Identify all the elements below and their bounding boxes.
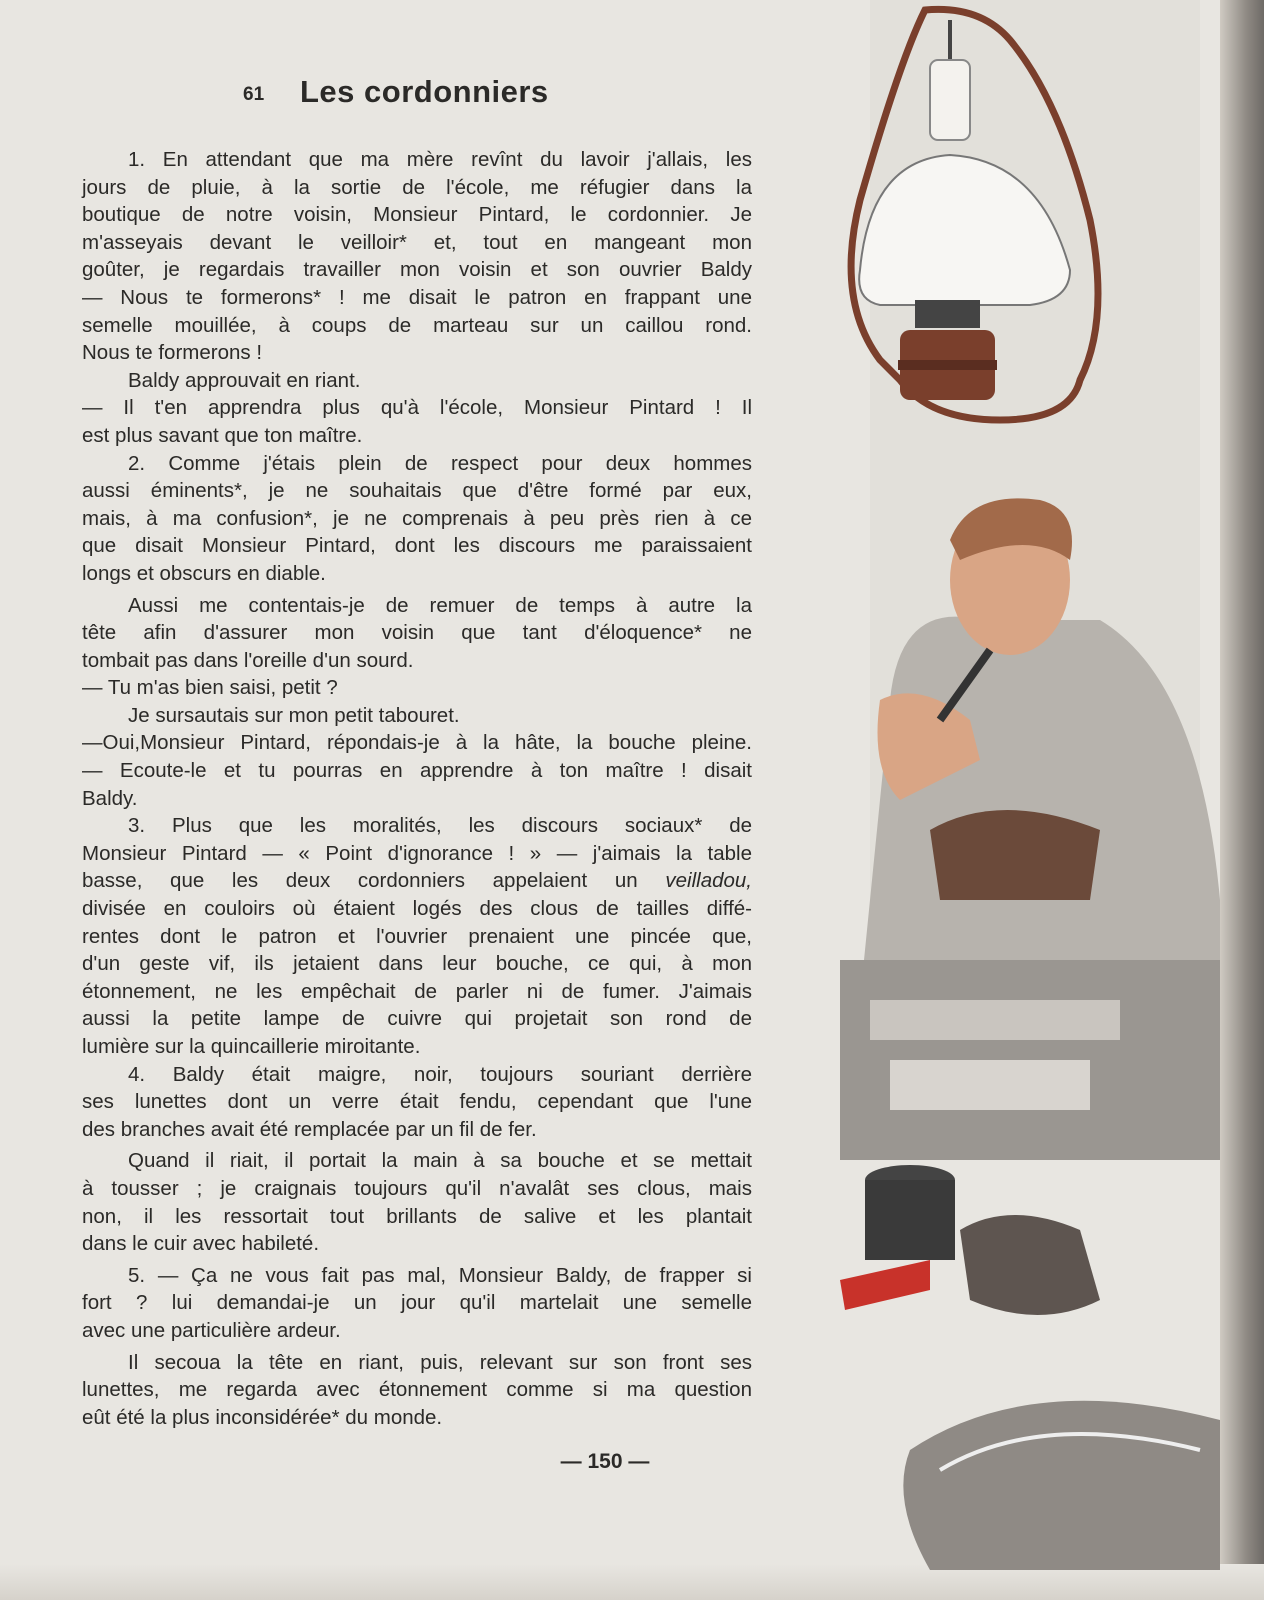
- page-number: — 150 —: [560, 1450, 650, 1473]
- text-line: 2. Comme j'étais plein de respect pour deux hommes: [128, 451, 752, 475]
- text-line: —Oui,Monsieur Pintard, répondais-je à la hâte, la bouche pleine.: [82, 731, 752, 755]
- text-line: avec une particulière ardeur.: [82, 1318, 341, 1342]
- text-line: des branches avait été remplacée par un fil de fer.: [82, 1117, 537, 1141]
- text-fragment: basse, que les deux cordonniers appelaient un: [82, 869, 638, 893]
- text-line: lunettes, me regarda avec étonnement comme si ma question: [82, 1378, 752, 1402]
- text-line: — Tu m'as bien saisi, petit ?: [82, 676, 338, 700]
- text-line: longs et obscurs en diable.: [82, 561, 326, 585]
- text-line: eût été la plus inconsidérée* du monde.: [82, 1405, 443, 1429]
- text-line: Monsieur Pintard — « Point d'ignorance ! » — j'aimais la table: [82, 841, 752, 865]
- text-line: fort ? lui demandai-je un jour qu'il martelait une semelle: [82, 1291, 752, 1315]
- text-line: que disait Monsieur Pintard, dont les discours me paraissaient: [82, 534, 752, 558]
- story-text: [82, 146, 752, 1431]
- text-line: Aussi me contentais-je de remuer de temps à autre la: [128, 593, 752, 617]
- text-line: 1. En attendant que ma mère revînt du lavoir j'allais, les: [128, 148, 752, 171]
- text-line: tête afin d'assurer mon voisin que tant d'éloquence* ne: [82, 621, 752, 645]
- text-line: d'un geste vif, ils jetaient dans leur bouche, ce qui, à mon: [82, 952, 752, 976]
- text-line: 4. Baldy était maigre, noir, toujours souriant derrière: [128, 1062, 752, 1086]
- text-line: semelle mouillée, à coups de marteau sur un caillou rond.: [82, 313, 752, 337]
- text-line: rentes dont le patron et l'ouvrier prenaient une pincée que,: [82, 924, 752, 948]
- text-line: aussi éminents*, je ne souhaitais que d'être formé par eux,: [82, 479, 752, 503]
- text-line: 3. Plus que les moralités, les discours sociaux* de: [128, 814, 752, 838]
- workbench: [840, 960, 1220, 1570]
- text-line: ses lunettes dont un verre était fendu, cependant que l'une: [82, 1090, 752, 1114]
- text-line: — Ecoute-le et tu pourras en apprendre à ton maître ! disait: [82, 759, 752, 783]
- text-line: divisée en couloirs où étaient logés des clous de tailles diffé-: [82, 897, 752, 921]
- text-line: non, il les ressortait tout brillants de salive et les plantait: [82, 1204, 752, 1228]
- text-line: est plus savant que ton maître.: [82, 423, 363, 447]
- text-line: [82, 867, 752, 895]
- text-line: aussi la petite lampe de cuivre qui projetait son rond de: [82, 1007, 752, 1031]
- text-line: — Nous te formerons* ! me disait le patron en frappant une: [82, 285, 752, 309]
- text-line: m'asseyais devant le veilloir* et, tout en mangeant mon: [82, 230, 752, 254]
- text-line: tombait pas dans l'oreille d'un sourd.: [82, 648, 414, 672]
- text-line: à tousser ; je craignais toujours qu'il n'avalât ses clous, mais: [82, 1176, 752, 1200]
- italic-term: veilladou,: [665, 869, 752, 893]
- text-line: Baldy approuvait en riant.: [128, 368, 361, 392]
- red-tool-icon: [840, 1260, 930, 1310]
- text-line: boutique de notre voisin, Monsieur Pintard, le cordonnier. Je: [82, 203, 752, 227]
- text-line: goûter, je regardais travailler mon voisin et son ouvrier Baldy: [82, 258, 752, 282]
- text-line: Je sursautais sur mon petit tabouret.: [128, 703, 460, 727]
- lesson-number: 61: [243, 84, 265, 105]
- page-title: Les cordonniers: [300, 74, 549, 109]
- text-line: — Il t'en apprendra plus qu'à l'école, Monsieur Pintard ! Il: [82, 396, 752, 420]
- text-line: étonnement, ne les empêchait de parler ni de fumer. J'aimais: [82, 979, 752, 1003]
- text-line: dans le cuir avec habileté.: [82, 1232, 320, 1256]
- cobbler-illustration: [780, 0, 1230, 1570]
- text-line: Quand il riait, il portait la main à sa bouche et se mettait: [128, 1149, 752, 1173]
- text-line: jours de pluie, à la sortie de l'école, me réfugier dans la: [82, 175, 752, 199]
- text-line: lumière sur la quincaillerie miroitante.: [82, 1035, 421, 1058]
- text-line: Nous te formerons !: [82, 341, 263, 365]
- text-line: mais, à ma confusion*, je ne comprenais à peu près rien à ce: [82, 506, 752, 530]
- text-line: Baldy.: [82, 786, 138, 810]
- text-line: Il secoua la tête en riant, puis, relevant sur son front ses: [128, 1350, 752, 1374]
- text-line: 5. — Ça ne vous fait pas mal, Monsieur Baldy, de frapper si: [128, 1263, 752, 1287]
